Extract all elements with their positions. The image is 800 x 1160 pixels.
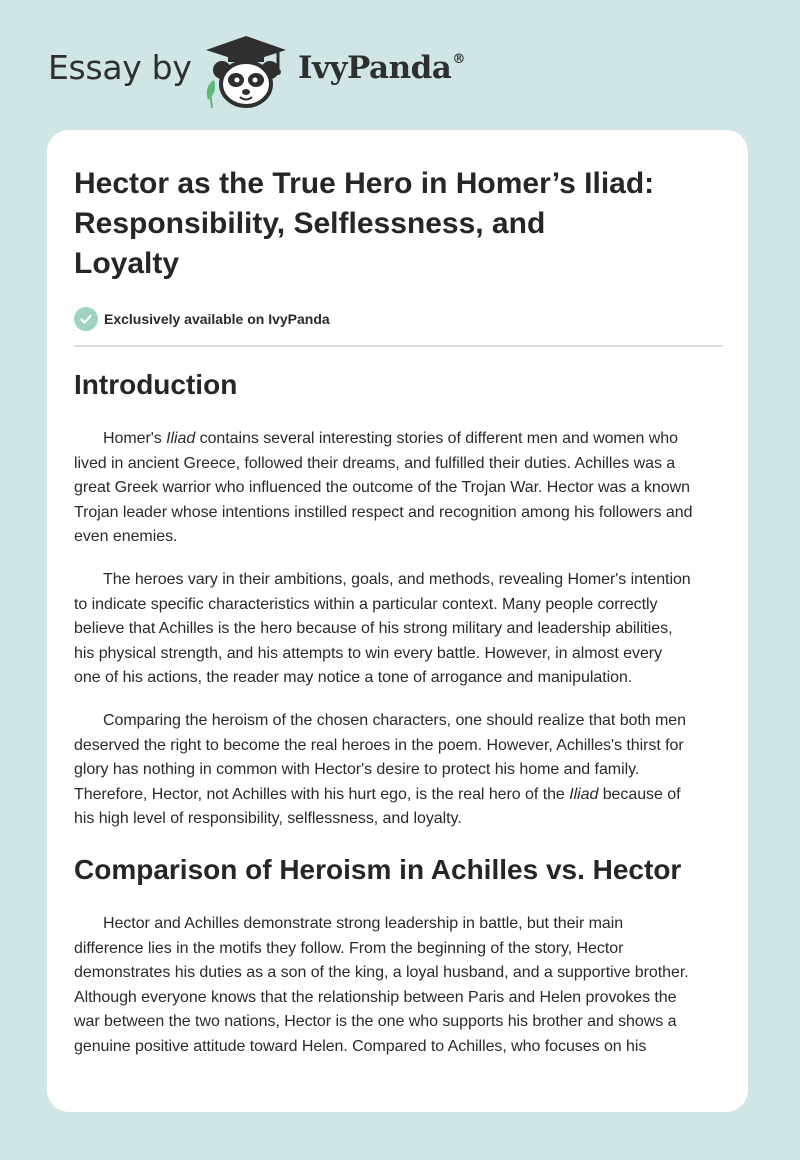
italic-title: Iliad: [166, 430, 196, 447]
text-line: great Greek warrior who influenced the outcome of the Trojan War. Hector was a known: [74, 479, 690, 497]
section-heading: Introduction: [74, 369, 238, 400]
panda-graduate-icon[interactable]: [198, 30, 294, 110]
text-line: demonstrates his duties as a son of the king, a loyal husband, and a supportive brother.: [74, 964, 689, 982]
text-run: Homer's: [103, 430, 167, 447]
text-line: [74, 427, 734, 452]
text-line: Although everyone knows that the relationship between Paris and Helen provokes the: [74, 988, 677, 1006]
text-line: his physical strength, and his attempts to win every battle. However, in almost every: [74, 644, 663, 662]
divider: [74, 345, 723, 347]
text-line: genuine positive attitude toward Helen. Compared to Achilles, who focuses on his: [74, 1037, 647, 1055]
brand-text: IvyPanda: [298, 50, 452, 86]
check-icon: [74, 307, 98, 331]
essay-title-line: Responsibility, Selflessness, and: [74, 207, 546, 240]
text-line: deserved the right to become the real heroes in the poem. However, Achilles's thirst for: [74, 736, 684, 754]
italic-title: Iliad: [569, 785, 599, 803]
text-line: believe that Achilles is the hero because of his strong military and leadership abilities,: [74, 620, 673, 638]
text-line: lived in ancient Greece, followed their dreams, and fulfilled their duties. Achilles was a: [74, 454, 676, 472]
exclusive-badge: [74, 306, 330, 332]
brand-name[interactable]: [298, 50, 465, 86]
text-line: his high level of responsibility, selflessness, and loyalty.: [74, 810, 462, 828]
registered-mark: ®: [452, 51, 465, 67]
essay-title-line: Loyalty: [74, 247, 180, 280]
text-line: Comparing the heroism of the chosen characters, one should realize that both men: [103, 712, 687, 729]
essay-title-line: Hector as the True Hero in Homer’s Iliad:: [74, 167, 655, 200]
text-line: The heroes vary in their ambitions, goals, and methods, revealing Homer's intention: [103, 571, 691, 588]
text-line: to indicate specific characteristics within a particular context. Many people correctly: [74, 595, 658, 613]
paragraph: [74, 912, 734, 1060]
site-header: [0, 0, 800, 130]
paragraph: [74, 568, 734, 691]
essay-card: [47, 130, 748, 1112]
text-line: even enemies.: [74, 528, 178, 546]
text-line: war between the two nations, Hector is the one who supports his brother and shows a: [74, 1013, 677, 1031]
text-line: difference lies in the motifs they follow. From the beginning of the story, Hector: [74, 939, 624, 957]
section-heading: Comparison of Heroism in Achilles vs. Hector: [74, 854, 682, 885]
text-line: [74, 783, 734, 808]
paragraph: [74, 709, 734, 832]
exclusive-label: Exclusively available on IvyPanda: [104, 311, 330, 327]
text-run: contains several interesting stories of different men and women who: [195, 430, 679, 447]
essay-by-label: Essay by: [48, 48, 192, 87]
text-line: glory has nothing in common with Hector's desire to protect his home and family.: [74, 761, 640, 779]
text-run: Therefore, Hector, not Achilles with his hurt ego, is the real hero of the: [74, 785, 570, 803]
text-line: Hector and Achilles demonstrate strong leadership in battle, but their main: [103, 915, 624, 932]
essay-title: [74, 164, 694, 284]
paragraph: [74, 427, 734, 550]
text-line: Trojan leader whose intentions instilled respect and recognition among his followers and: [74, 503, 693, 521]
text-run: because of: [598, 785, 681, 803]
text-line: one of his actions, the reader may notice a tone of arrogance and manipulation.: [74, 669, 633, 687]
